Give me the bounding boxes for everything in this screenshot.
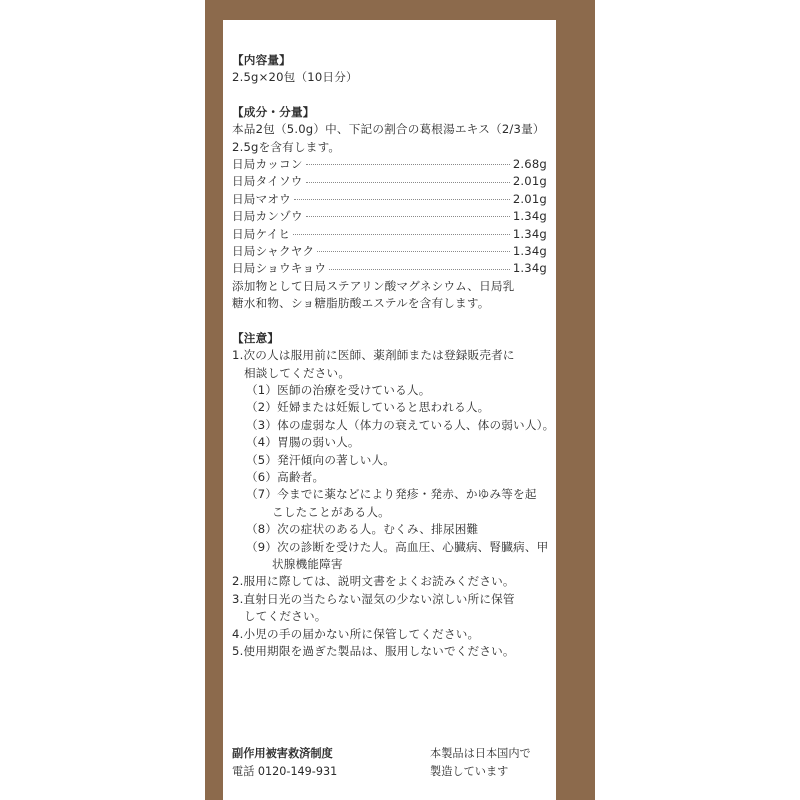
origin-info [430,745,531,780]
origin-line-1: 本製品は日本国内で [430,747,531,760]
caution-sub-item-cont: こしたことがある人。 [272,504,390,519]
caution-item-3: 3.直射日光の当たらない湿気の少ない涼しい所に保管 [232,591,515,606]
cautions-title: 【注意】 [232,330,280,345]
origin-line-2: 製造しています [430,764,509,778]
ingredient-row [232,208,547,225]
dotted-leader [294,199,510,200]
additives-line: 添加物として日局ステアリン酸マグネシウム、日局乳 [232,278,515,293]
caution-item-2: 2.服用に際しては、説明文書をよくお読みください。 [232,574,515,589]
caution-item-4: 4.小児の手の届かない所に保管してください。 [232,626,480,641]
ingredient-row [232,173,547,190]
caution-sub-item: （7）今までに薬などにより発疹・発赤、かゆみ等を起 [246,487,537,502]
dotted-leader [329,269,510,270]
ingredient-name: 日局ショウキョウ [232,261,327,276]
caution-sub-item: （5）発汗傾向の著しい人。 [246,452,396,467]
dotted-leader [306,216,510,217]
contents-title: 【内容量】 [232,53,291,67]
caution-item-1-cont: 相談してください。 [244,365,351,380]
relief-system-info [232,745,337,780]
ingredient-row [232,243,547,260]
ingredient-row [232,260,547,277]
ingredient-row [232,191,547,208]
ingredient-amount: 2.68g [512,157,547,172]
ingredient-name: 日局ケイヒ [232,226,291,241]
cautions-section [232,330,555,661]
relief-system-phone: 電話 0120-149-931 [232,764,338,778]
ingredient-amount: 1.34g [512,244,547,259]
left-border [205,0,223,800]
ingredient-amount: 1.34g [512,261,547,276]
dotted-leader [306,164,510,165]
caution-sub-item: （4）胃腸の弱い人。 [246,435,360,450]
ingredient-list [232,156,547,278]
caution-sub-item-cont: 状腺機能障害 [272,556,343,571]
ingredient-amount: 2.01g [512,174,547,189]
ingredient-name: 日局タイソウ [232,174,303,189]
dotted-leader [317,251,509,252]
caution-sub-item: （3）体の虚弱な人（体力の衰えている人、体の弱い人）。 [246,417,555,432]
caution-item-5: 5.使用期限を過ぎた製品は、服用しないでください。 [232,644,515,658]
ingredient-name: 日局シャクヤク [232,244,315,259]
dotted-leader [293,234,510,235]
caution-item-1: 1.次の人は服用前に医師、薬剤師または登録販売者に [232,348,515,363]
ingredient-amount: 2.01g [512,191,547,206]
ingredients-section [232,104,547,313]
ingredient-amount: 1.34g [512,209,547,224]
caution-sub-item: （1）医師の治療を受けている人。 [246,382,431,397]
label-content [232,52,555,660]
ingredient-amount: 1.34g [512,226,547,241]
caution-sub-item: （8）次の症状のある人。むくみ、排尿困難 [246,522,479,537]
caution-item-3-cont: してください。 [244,609,327,624]
ingredient-row [232,226,547,243]
caution-sub-item: （9）次の診断を受けた人。高血圧、心臓病、腎臓病、甲 [246,539,549,554]
ingredients-intro-line: 2.5gを含有します。 [232,139,341,154]
ingredients-title: 【成分・分量】 [232,104,315,119]
ingredient-name: 日局カッコン [232,157,303,172]
caution-sub-item: （6）高齢者。 [246,469,325,484]
caution-sub-item: （2）妊婦または妊娠していると思われる人。 [246,400,490,415]
relief-system-title: 副作用被害救済制度 [232,747,333,760]
contents-value: 2.5g×20包（10日分） [232,70,358,85]
ingredient-name: 日局マオウ [232,191,291,206]
ingredient-name: 日局カンゾウ [232,209,303,224]
top-border [205,0,595,20]
additives-line: 糖水和物、ショ糖脂肪酸エステルを含有します。 [232,296,490,311]
right-border [556,0,595,800]
dotted-leader [306,182,510,183]
ingredients-intro-line: 本品2包（5.0g）中、下記の割合の葛根湯エキス（2/3量） [232,122,545,137]
ingredient-row [232,156,547,173]
contents-section [232,52,547,87]
